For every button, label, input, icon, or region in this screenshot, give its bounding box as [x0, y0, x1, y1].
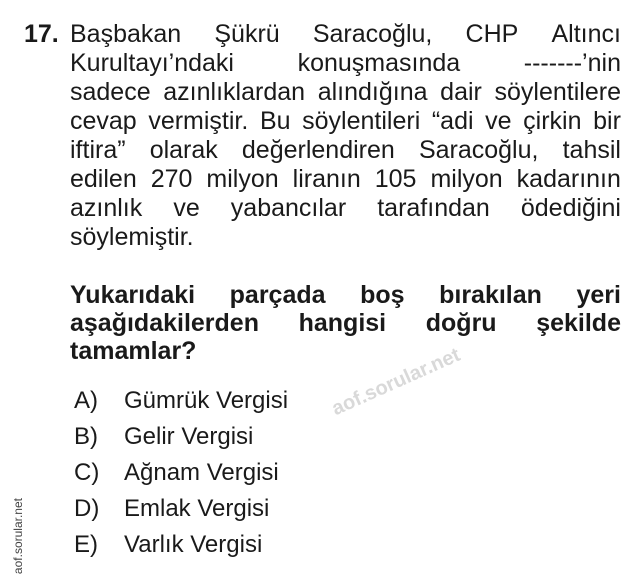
prompt-line — [70, 309, 621, 337]
word: söylentileri — [302, 107, 421, 135]
word: ve — [485, 107, 512, 135]
option-text: Gümrük Vergisi — [124, 387, 289, 414]
option-c[interactable] — [74, 458, 279, 488]
option-letter: B) — [74, 423, 98, 450]
option-a[interactable] — [74, 386, 288, 416]
word: Şükrü — [214, 20, 280, 48]
word: iftira” — [70, 136, 126, 164]
watermark-side: aof.sorular.net — [11, 497, 25, 574]
word: -------’nin — [523, 49, 621, 77]
stem-line — [70, 78, 621, 107]
word: ve — [173, 194, 200, 222]
word: edilen — [70, 165, 137, 193]
word: milyon — [430, 165, 503, 193]
option-d[interactable] — [74, 494, 269, 524]
question-stem — [70, 20, 621, 252]
option-b[interactable] — [74, 422, 253, 452]
word: boş — [360, 281, 405, 309]
option-text: Varlık Vergisi — [124, 531, 263, 558]
word: Altıncı — [551, 20, 621, 48]
word: sadece — [70, 78, 151, 106]
word: alındığına — [317, 78, 428, 106]
stem-line — [70, 136, 621, 165]
watermark-diagonal: aof.sorular.net — [328, 343, 464, 421]
word: CHP — [465, 20, 519, 48]
prompt-line-last: tamamlar? — [70, 337, 197, 365]
word: yabancılar — [230, 194, 347, 222]
word: Yukarıdaki — [70, 281, 196, 309]
word: azınlıklardan — [163, 78, 306, 106]
word: kadarının — [516, 165, 621, 193]
option-letter: E) — [74, 531, 98, 558]
word: hangisi — [298, 309, 387, 337]
word: Başbakan — [70, 20, 182, 48]
word: çirkin — [523, 107, 582, 135]
word: söylentilere — [494, 78, 621, 106]
stem-line-last: söylemiştir. — [70, 223, 194, 251]
word: tahsil — [562, 136, 621, 164]
stem-line — [70, 194, 621, 223]
word: parçada — [229, 281, 326, 309]
word: Saracoğlu, — [418, 136, 539, 164]
question-number: 17. — [24, 20, 59, 48]
word: Kurultayı’ndaki — [70, 49, 234, 77]
question-prompt — [70, 281, 621, 365]
option-letter: D) — [74, 495, 100, 522]
option-text: Gelir Vergisi — [124, 423, 254, 450]
word: dair — [440, 78, 482, 106]
word: Saracoğlu, — [312, 20, 433, 48]
stem-line — [70, 165, 621, 194]
option-text: Ağnam Vergisi — [124, 459, 279, 486]
word: liranın — [292, 165, 361, 193]
option-letter: C) — [74, 459, 100, 486]
word: olarak — [149, 136, 218, 164]
word: 270 — [150, 165, 193, 193]
word: değerlendiren — [241, 136, 395, 164]
word: 105 — [374, 165, 417, 193]
prompt-line — [70, 281, 621, 309]
stem-line — [70, 49, 621, 78]
option-letter: A) — [74, 387, 98, 414]
word: “adi — [431, 107, 474, 135]
option-e[interactable] — [74, 530, 262, 560]
stem-line — [70, 20, 621, 49]
word: bir — [593, 107, 621, 135]
word: yeri — [576, 281, 621, 309]
word: milyon — [206, 165, 279, 193]
word: aşağıdakilerden — [70, 309, 259, 337]
word: bırakılan — [439, 281, 542, 309]
word: azınlık — [70, 194, 143, 222]
word: vermiştir. — [148, 107, 249, 135]
word: tarafından — [377, 194, 490, 222]
word: cevap — [70, 107, 137, 135]
word: ödediğini — [520, 194, 621, 222]
word: doğru — [425, 309, 497, 337]
word: şekilde — [536, 309, 621, 337]
word: Bu — [259, 107, 291, 135]
word: konuşmasında — [297, 49, 461, 77]
stem-line — [70, 107, 621, 136]
option-text: Emlak Vergisi — [124, 495, 270, 522]
